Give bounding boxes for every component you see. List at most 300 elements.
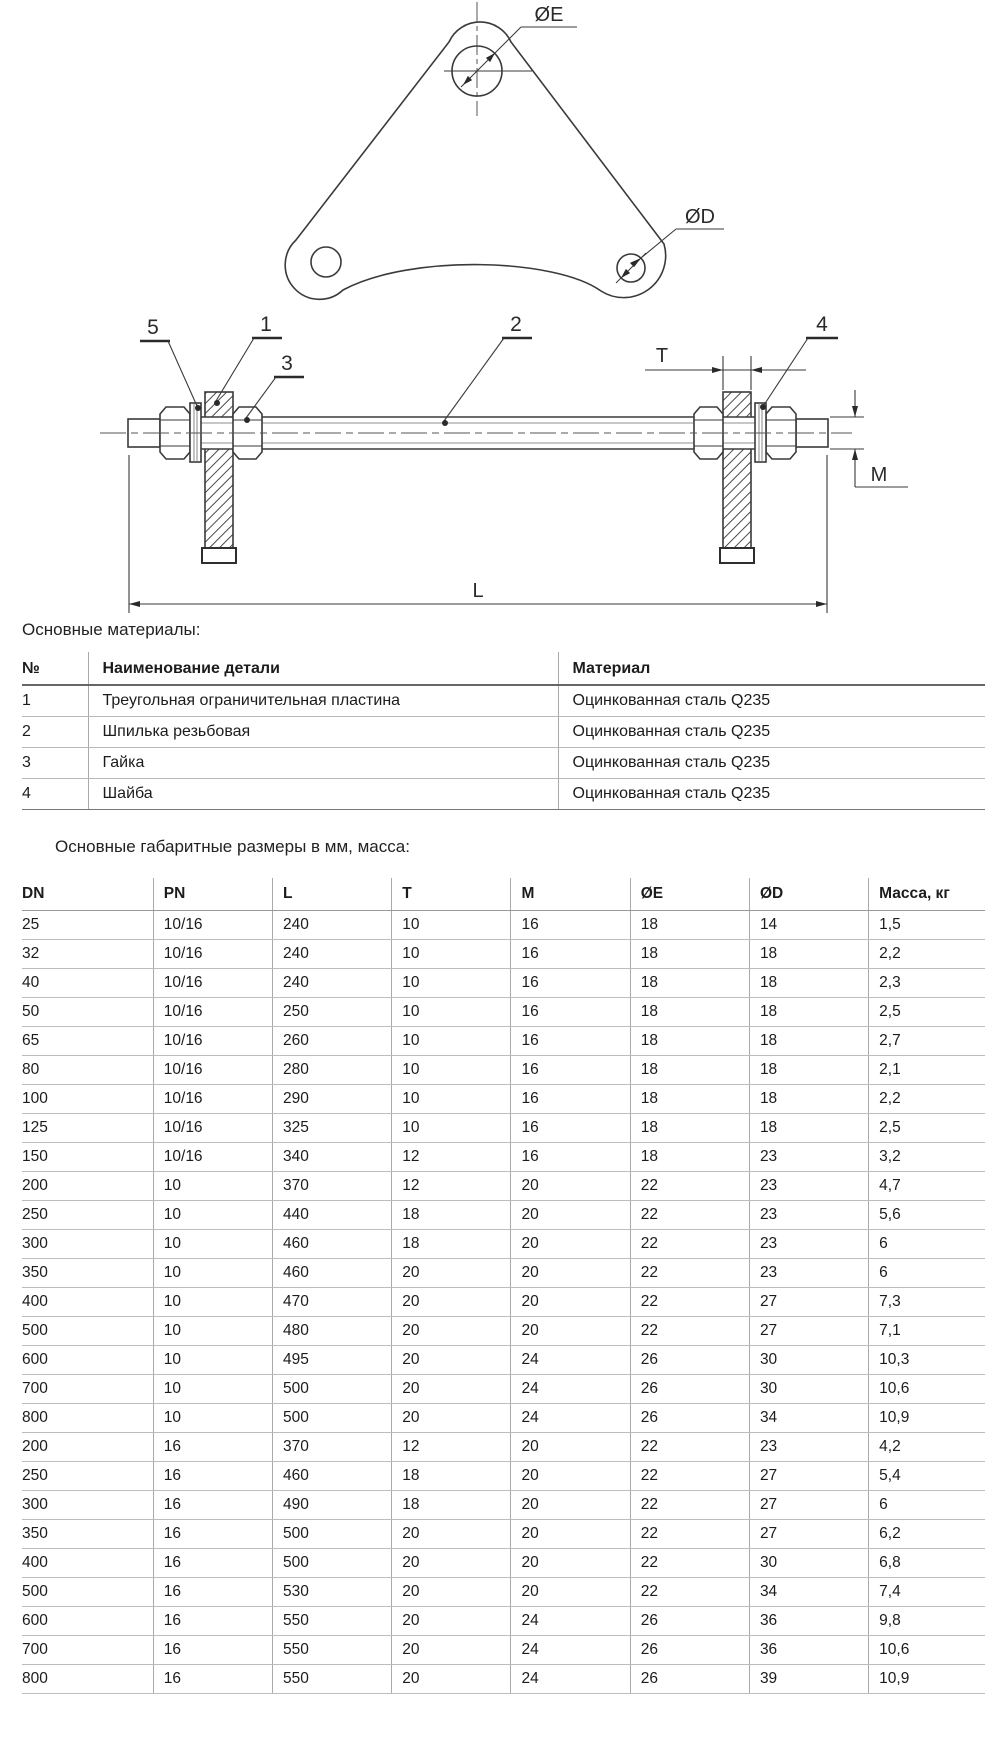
leader-od: [616, 206, 724, 283]
table-cell: 16: [153, 1636, 272, 1665]
table-cell: 39: [749, 1665, 868, 1694]
arrowhead: [712, 367, 723, 373]
table-cell: 26: [630, 1404, 749, 1433]
table-cell: 300: [22, 1491, 153, 1520]
table-cell: 4: [22, 779, 88, 810]
table-cell: 150: [22, 1143, 153, 1172]
plate-section-left: [205, 392, 233, 548]
table-row: [22, 1056, 985, 1085]
table-row: [22, 969, 985, 998]
table-cell: 18: [749, 1056, 868, 1085]
table-cell: 4,7: [869, 1172, 985, 1201]
arrowhead: [751, 367, 762, 373]
table-cell: 440: [273, 1201, 392, 1230]
table-cell: 10: [153, 1230, 272, 1259]
table-cell: 10: [153, 1259, 272, 1288]
table-cell: 20: [392, 1259, 511, 1288]
table-cell: 18: [630, 1027, 749, 1056]
callout-4: [760, 313, 838, 410]
table-cell: 22: [630, 1317, 749, 1346]
table-cell: 16: [511, 940, 630, 969]
table-cell: 30: [749, 1549, 868, 1578]
table-row: [22, 1665, 985, 1694]
col-header-l: L: [273, 878, 392, 911]
table-cell: 50: [22, 998, 153, 1027]
table-cell: 34: [749, 1578, 868, 1607]
stud-assembly-view: [100, 313, 908, 613]
plate-cap-right: [720, 548, 754, 563]
table-cell: 20: [511, 1288, 630, 1317]
table-cell: 18: [392, 1201, 511, 1230]
table-row: [22, 1433, 985, 1462]
table-cell: 20: [392, 1404, 511, 1433]
table-row: [22, 717, 985, 748]
table-cell: 20: [511, 1462, 630, 1491]
technical-drawing: [0, 0, 998, 618]
table-cell: 10: [392, 1027, 511, 1056]
col-header-oe: ØE: [630, 878, 749, 911]
table-cell: 18: [392, 1491, 511, 1520]
table-cell: 20: [392, 1346, 511, 1375]
table-cell: 470: [273, 1288, 392, 1317]
arrowhead: [816, 601, 827, 607]
table-cell: 16: [511, 1143, 630, 1172]
table-cell: 2,2: [869, 1085, 985, 1114]
table-cell: 240: [273, 940, 392, 969]
table-cell: 20: [511, 1433, 630, 1462]
table-cell: 350: [22, 1520, 153, 1549]
table-cell: 26: [630, 1375, 749, 1404]
table-cell: 600: [22, 1346, 153, 1375]
table-row: [22, 1201, 985, 1230]
table-cell: Оцинкованная сталь Q235: [558, 717, 985, 748]
table-cell: 200: [22, 1172, 153, 1201]
table-cell: 20: [511, 1201, 630, 1230]
table-row: [22, 1172, 985, 1201]
table-cell: 30: [749, 1346, 868, 1375]
table-cell: 500: [273, 1520, 392, 1549]
table-cell: 10/16: [153, 940, 272, 969]
table-row: [22, 1346, 985, 1375]
table-row: [22, 1114, 985, 1143]
table-cell: 22: [630, 1462, 749, 1491]
table-cell: 10/16: [153, 1114, 272, 1143]
table-cell: 16: [511, 969, 630, 998]
arrowhead: [129, 601, 140, 607]
table-cell: 700: [22, 1375, 153, 1404]
table-cell: 10: [392, 998, 511, 1027]
table-cell: 20: [392, 1607, 511, 1636]
svg-text:5: 5: [147, 316, 159, 339]
table-cell: 490: [273, 1491, 392, 1520]
table-cell: Оцинкованная сталь Q235: [558, 779, 985, 810]
col-header-pn: PN: [153, 878, 272, 911]
table-cell: 23: [749, 1230, 868, 1259]
table-cell: 20: [511, 1549, 630, 1578]
table-cell: 400: [22, 1288, 153, 1317]
table-cell: 550: [273, 1607, 392, 1636]
materials-caption: Основные материалы:: [22, 620, 201, 639]
table-cell: Гайка: [88, 748, 558, 779]
table-row: [22, 1288, 985, 1317]
svg-text:3: 3: [281, 352, 293, 375]
dimension-t: [645, 345, 806, 390]
table-cell: 340: [273, 1143, 392, 1172]
dimensions-table: [22, 878, 985, 1694]
table-cell: 18: [630, 911, 749, 940]
materials-header-row: [22, 652, 985, 685]
table-cell: 23: [749, 1172, 868, 1201]
table-cell: 24: [511, 1636, 630, 1665]
table-cell: 10,9: [869, 1665, 985, 1694]
table-cell: 23: [749, 1143, 868, 1172]
table-cell: 22: [630, 1549, 749, 1578]
hole-bottom-left: [311, 247, 341, 277]
table-cell: 26: [630, 1346, 749, 1375]
table-cell: 80: [22, 1056, 153, 1085]
table-cell: 18: [392, 1462, 511, 1491]
table-cell: 6,8: [869, 1549, 985, 1578]
callout-2: [442, 313, 532, 426]
table-row: [22, 685, 985, 717]
table-cell: 200: [22, 1433, 153, 1462]
table-cell: 370: [273, 1172, 392, 1201]
dimensions-caption: Основные габаритные размеры в мм, масса:: [55, 837, 410, 856]
table-cell: 2,3: [869, 969, 985, 998]
table-cell: 6: [869, 1491, 985, 1520]
table-cell: 2,1: [869, 1056, 985, 1085]
table-cell: 27: [749, 1317, 868, 1346]
table-cell: 10/16: [153, 1085, 272, 1114]
table-cell: 18: [392, 1230, 511, 1259]
table-cell: 27: [749, 1462, 868, 1491]
table-cell: 1: [22, 685, 88, 717]
table-row: [22, 1375, 985, 1404]
table-cell: 20: [511, 1259, 630, 1288]
table-row: [22, 1230, 985, 1259]
table-cell: 10: [153, 1201, 272, 1230]
table-cell: 16: [511, 1114, 630, 1143]
table-cell: 10: [392, 1114, 511, 1143]
table-cell: 18: [749, 1085, 868, 1114]
table-cell: 10: [153, 1317, 272, 1346]
plate-outline: [285, 22, 665, 299]
table-cell: 10,6: [869, 1375, 985, 1404]
table-cell: 24: [511, 1375, 630, 1404]
table-row: [22, 1491, 985, 1520]
table-cell: 16: [511, 1085, 630, 1114]
col-header-mass: Масса, кг: [869, 878, 985, 911]
table-cell: 10: [153, 1375, 272, 1404]
table-cell: 20: [511, 1230, 630, 1259]
table-row: [22, 1462, 985, 1491]
arrowhead: [852, 406, 858, 417]
col-header-name: Наименование детали: [88, 652, 558, 685]
table-cell: 20: [511, 1578, 630, 1607]
table-cell: 500: [273, 1375, 392, 1404]
table-cell: 350: [22, 1259, 153, 1288]
table-cell: 18: [749, 998, 868, 1027]
table-row: [22, 1085, 985, 1114]
table-row: [22, 1404, 985, 1433]
table-row: [22, 1578, 985, 1607]
table-cell: 14: [749, 911, 868, 940]
table-cell: 240: [273, 911, 392, 940]
table-cell: 7,3: [869, 1288, 985, 1317]
table-cell: 26: [630, 1665, 749, 1694]
table-cell: 500: [273, 1549, 392, 1578]
table-cell: 36: [749, 1636, 868, 1665]
table-row: [22, 998, 985, 1027]
table-cell: 24: [511, 1404, 630, 1433]
table-cell: 3: [22, 748, 88, 779]
arrowhead: [630, 258, 641, 267]
table-row: [22, 1317, 985, 1346]
table-cell: 250: [273, 998, 392, 1027]
table-cell: 600: [22, 1607, 153, 1636]
table-cell: 550: [273, 1665, 392, 1694]
table-row: [22, 1549, 985, 1578]
table-cell: 800: [22, 1665, 153, 1694]
table-cell: 18: [630, 969, 749, 998]
table-cell: 16: [153, 1578, 272, 1607]
table-cell: 370: [273, 1433, 392, 1462]
table-cell: 10/16: [153, 969, 272, 998]
table-cell: 2,5: [869, 1114, 985, 1143]
table-cell: 23: [749, 1433, 868, 1462]
table-cell: 500: [22, 1317, 153, 1346]
table-cell: 10/16: [153, 998, 272, 1027]
table-cell: 550: [273, 1636, 392, 1665]
table-cell: 10/16: [153, 1143, 272, 1172]
dimension-m: [830, 390, 908, 487]
table-cell: 6,2: [869, 1520, 985, 1549]
table-cell: 125: [22, 1114, 153, 1143]
table-cell: 5,6: [869, 1201, 985, 1230]
table-cell: 24: [511, 1665, 630, 1694]
table-cell: 2: [22, 717, 88, 748]
table-cell: 16: [511, 998, 630, 1027]
table-cell: 23: [749, 1201, 868, 1230]
table-cell: 16: [511, 1027, 630, 1056]
table-cell: Треугольная ограничительная пластина: [88, 685, 558, 717]
materials-table: [22, 652, 985, 810]
table-cell: 2,5: [869, 998, 985, 1027]
table-cell: Шайба: [88, 779, 558, 810]
table-cell: 32: [22, 940, 153, 969]
col-header-material: Материал: [558, 652, 985, 685]
table-cell: 22: [630, 1520, 749, 1549]
table-cell: 10: [153, 1288, 272, 1317]
table-cell: 22: [630, 1288, 749, 1317]
table-cell: 26: [630, 1636, 749, 1665]
table-row: [22, 1259, 985, 1288]
table-cell: 26: [630, 1607, 749, 1636]
table-cell: 6: [869, 1259, 985, 1288]
table-row: [22, 911, 985, 940]
table-cell: 500: [22, 1578, 153, 1607]
table-cell: 480: [273, 1317, 392, 1346]
table-cell: 6: [869, 1230, 985, 1259]
table-cell: 20: [392, 1549, 511, 1578]
table-cell: 20: [511, 1491, 630, 1520]
table-row: [22, 1143, 985, 1172]
table-cell: 18: [630, 940, 749, 969]
table-cell: 7,4: [869, 1578, 985, 1607]
table-cell: 10: [153, 1404, 272, 1433]
table-row: [22, 940, 985, 969]
materials-rows: [22, 685, 985, 810]
table-cell: 10: [392, 940, 511, 969]
table-cell: 495: [273, 1346, 392, 1375]
table-cell: 20: [392, 1665, 511, 1694]
table-cell: 260: [273, 1027, 392, 1056]
table-cell: 18: [749, 969, 868, 998]
table-cell: 20: [392, 1375, 511, 1404]
table-cell: 20: [511, 1520, 630, 1549]
table-cell: 290: [273, 1085, 392, 1114]
table-cell: 18: [630, 1114, 749, 1143]
table-cell: 460: [273, 1230, 392, 1259]
table-cell: 18: [630, 998, 749, 1027]
plate-section-right: [723, 392, 751, 548]
table-cell: 16: [153, 1607, 272, 1636]
table-cell: 10,6: [869, 1636, 985, 1665]
table-cell: 23: [749, 1259, 868, 1288]
table-cell: 10: [392, 1056, 511, 1085]
table-cell: 18: [749, 1027, 868, 1056]
dim-l-label: L: [472, 580, 484, 602]
table-cell: 2,7: [869, 1027, 985, 1056]
col-header-m: M: [511, 878, 630, 911]
table-cell: 700: [22, 1636, 153, 1665]
table-cell: 27: [749, 1288, 868, 1317]
svg-text:1: 1: [260, 313, 272, 336]
table-cell: 460: [273, 1462, 392, 1491]
table-cell: 800: [22, 1404, 153, 1433]
table-cell: 10: [153, 1346, 272, 1375]
table-cell: 250: [22, 1462, 153, 1491]
dim-t-label: T: [655, 345, 669, 367]
table-cell: 20: [511, 1317, 630, 1346]
table-row: [22, 1607, 985, 1636]
table-row: [22, 1636, 985, 1665]
table-cell: 10: [153, 1172, 272, 1201]
table-cell: 16: [153, 1462, 272, 1491]
table-cell: 22: [630, 1578, 749, 1607]
table-cell: 240: [273, 969, 392, 998]
table-cell: 10: [392, 1085, 511, 1114]
table-cell: 10,9: [869, 1404, 985, 1433]
table-cell: 10/16: [153, 1056, 272, 1085]
table-cell: 460: [273, 1259, 392, 1288]
table-cell: 10,3: [869, 1346, 985, 1375]
table-cell: 16: [153, 1491, 272, 1520]
dimensions-header-row: [22, 878, 985, 911]
table-row: [22, 779, 985, 810]
table-cell: 22: [630, 1230, 749, 1259]
table-cell: 10/16: [153, 911, 272, 940]
table-cell: 18: [630, 1056, 749, 1085]
table-cell: 22: [630, 1201, 749, 1230]
table-cell: 20: [392, 1520, 511, 1549]
table-cell: 325: [273, 1114, 392, 1143]
table-cell: 25: [22, 911, 153, 940]
hole-top-label: ØE: [534, 4, 564, 26]
table-cell: 20: [392, 1636, 511, 1665]
table-cell: 100: [22, 1085, 153, 1114]
table-cell: 16: [511, 911, 630, 940]
table-cell: 22: [630, 1172, 749, 1201]
table-cell: 7,1: [869, 1317, 985, 1346]
table-cell: 10: [392, 911, 511, 940]
table-cell: 5,4: [869, 1462, 985, 1491]
plate-cap-left: [202, 548, 236, 563]
table-cell: Оцинкованная сталь Q235: [558, 685, 985, 717]
table-cell: 30: [749, 1375, 868, 1404]
table-cell: 22: [630, 1259, 749, 1288]
table-cell: 4,2: [869, 1433, 985, 1462]
table-cell: 34: [749, 1404, 868, 1433]
table-cell: 36: [749, 1607, 868, 1636]
table-cell: Оцинкованная сталь Q235: [558, 748, 985, 779]
table-cell: 16: [153, 1549, 272, 1578]
table-cell: 3,2: [869, 1143, 985, 1172]
col-header-dn: DN: [22, 878, 153, 911]
dim-m-label: M: [870, 464, 888, 486]
table-cell: 16: [153, 1665, 272, 1694]
table-cell: 16: [511, 1056, 630, 1085]
col-header-od: ØD: [749, 878, 868, 911]
table-cell: 27: [749, 1491, 868, 1520]
table-cell: 18: [630, 1143, 749, 1172]
table-cell: 9,8: [869, 1607, 985, 1636]
table-cell: 20: [392, 1578, 511, 1607]
table-cell: 27: [749, 1520, 868, 1549]
table-cell: 10/16: [153, 1027, 272, 1056]
arrowhead: [852, 449, 858, 460]
table-cell: 300: [22, 1230, 153, 1259]
table-cell: 18: [630, 1085, 749, 1114]
hole-right-label: ØD: [685, 206, 715, 228]
table-cell: 280: [273, 1056, 392, 1085]
table-row: [22, 748, 985, 779]
table-cell: 12: [392, 1172, 511, 1201]
table-cell: 12: [392, 1143, 511, 1172]
table-cell: 65: [22, 1027, 153, 1056]
plate-front-view: [285, 2, 724, 299]
table-row: [22, 1027, 985, 1056]
callout-5: [140, 316, 201, 411]
table-cell: Шпилька резьбовая: [88, 717, 558, 748]
table-cell: 250: [22, 1201, 153, 1230]
table-cell: 40: [22, 969, 153, 998]
table-cell: 20: [392, 1317, 511, 1346]
table-cell: 22: [630, 1433, 749, 1462]
table-cell: 12: [392, 1433, 511, 1462]
col-header-num: №: [22, 652, 88, 685]
svg-text:2: 2: [510, 313, 522, 336]
table-cell: 500: [273, 1404, 392, 1433]
table-cell: 530: [273, 1578, 392, 1607]
table-cell: 20: [511, 1172, 630, 1201]
table-cell: 20: [392, 1288, 511, 1317]
table-cell: 10: [392, 969, 511, 998]
dimensions-rows: [22, 911, 985, 1694]
table-cell: 22: [630, 1491, 749, 1520]
table-cell: 400: [22, 1549, 153, 1578]
table-row: [22, 1520, 985, 1549]
